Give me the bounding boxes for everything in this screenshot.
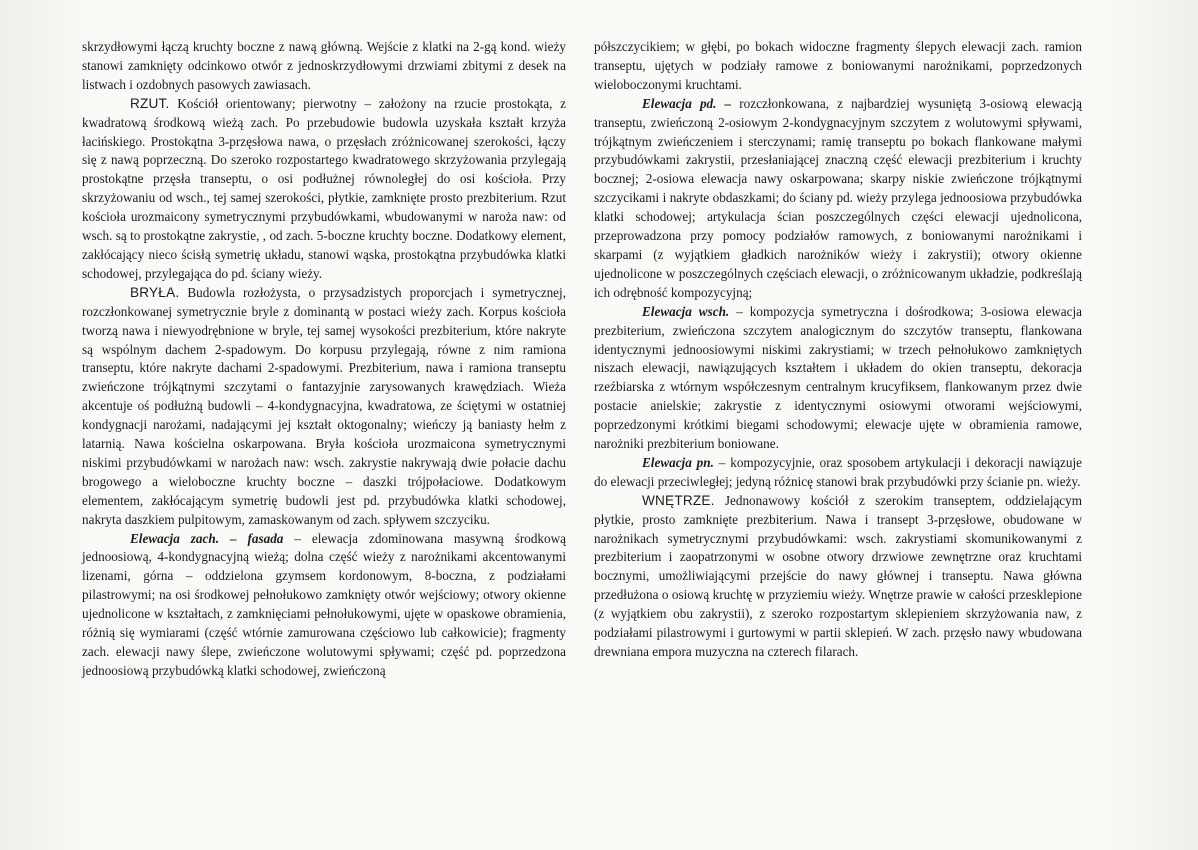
section-heading-bryla: BRYŁA. xyxy=(130,284,180,300)
section-heading-elewacja-pd: Elewacja pd. – xyxy=(642,95,732,111)
paragraph-text: Jednonawowy kościół z szerokim transeptem, oddzielającym płytkie, prosto zamknięte prezbiterium. Nawa i transept 3-przęsłowe, obudowane w narożnikach symetrycznymi przybudówkami: wsch. zakrystiami skomunikowanymi z prezbiterium i zaopatrzonymi w osobne otwory drzwiowe zewnętrzne oraz kruchtami bocznymi, umożliwiającymi przejście do nawy głównej i transeptu. Nawa główna przedłużona o osiową kruchtę w przyziemiu wieży. Wnętrze prawie w całości przesklepione (z wyjątkiem obu zakrystii), z szeroko rozpostartym sklepieniem skrzyżowania naw, z podziałami pilastrowymi i gurtowymi w partii sklepień. W zach. przęsło nawy wbudowana drewniana empora muzyczna na czterech filarach. xyxy=(594,492,1082,659)
section-heading-elewacja-pn: Elewacja pn. xyxy=(642,454,714,470)
paragraph-elewacja-pn xyxy=(594,454,1082,492)
section-heading-rzut: RZUT. xyxy=(130,95,170,111)
paragraph-text: skrzydłowymi łączą kruchty boczne z nawą główną. Wejście z klatki na 2-gą kond. wieży stanowi zamknięty odcinkowo otwór z jednoskrzydłowymi drzwiami zbitymi z desek na listwach i ozdobnych pasowych zawiasach. xyxy=(82,39,566,92)
paragraph-text: półszczycikiem; w głębi, po bokach widoczne fragmenty ślepych elewacji zach. ramion transeptu, ujętych w podziały ramowe z boniowanymi narożnikami, poprzedzonych wieloboczonymi kruchtami. xyxy=(594,39,1082,92)
paragraph-bryla xyxy=(82,284,566,530)
paragraph-text: Kościół orientowany; pierwotny – założony na rzucie prostokąta, z kwadratową środkową wieżą zach. Po przebudowie budowla uzyskała kształt krzyża łacińskiego. Prostokątna 3-przęsłowa nawa, o przęsłach zróżnicowanej szerokości, łączy się z nawą poprzeczną. Do szeroko rozpostartego kwadratowego skrzyżowania przylegają prostokątne przęsła transeptu, o osi podłużnej równoległej do osi kościoła. Przy skrzyżowaniu od wsch., tej samej szerokości, płytkie, zamknięte prosto prezbiterium. Rzut kościoła urozmaicony symetrycznymi przybudówkami, wbudowanymi w naroża naw: od wsch. są to prostokątne zakrystie, , od zach. 5-boczne kruchty boczne. Dodatkowy element, zakłócający nieco ścisłą symetrię układu, stanowi wąska, prostokątna przybudówka klatki schodowej, przylegająca do pd. ściany wieży. xyxy=(82,95,566,281)
section-heading-wnetrze: WNĘTRZE. xyxy=(642,492,715,508)
paragraph-rzut xyxy=(82,95,566,284)
paragraph-text: Budowla rozłożysta, o przysadzistych proporcjach i symetrycznej, rozczłonkowanej symetrycznie bryle z dominantą w postaci wieży zach. Korpus kościoła tworzą nawa i niewyodrębnione w bryle, tej samej wysokości prezbiterium, które nakryte są wspólnym dachem 2-spadowym. Do korpusu przylegają, równe z nim ramiona transeptu, które nakryte dachami 2-spadowymi. Prezbiterium, nawa i ramiona transeptu zwieńczone trójkątnymi szczytami o fantazyjnie zarysowanych krawędziach. Wieża akcentuje oś podłużną budowli – 4-kondygnacyjna, kwadratowa, ze ściętymi w ostatniej kondygnacji narożami, nadającymi jej kształt oktogonalny; wieńczy ją baniasty hełm z latarnią. Nawa kościelna oskarpowana. Bryła kościoła urozmaicona symetrycznymi niskimi przybudówkami w narożach naw: wsch. zakrystie nakrywają dwie połacie dachu brogowego a wieloboczne kruchty boczne – daszki trójpołaciowe. Dodatkowym elementem, zakłócającym symetrię budowli jest pd. przybudówka klatki schodowej, nakryta daszkiem pulpitowym, zamaskowanym od zach. spływem szczyciku. xyxy=(82,284,566,527)
paragraph-text: – elewacja zdominowana masywną środkową jednoosiową, 4-kondygnacyjną wieżą; dolna część wieży z narożnikami akcentowanymi lizenami, górna – oddzielona gzymsem kordonowym, 8-boczna, z podziałami pilastrowymi; na osi środkowej pełnołukowo zamknięty otwór wejściowy; otwory okienne ujednolicone w kształtach, z zamknięciami pełnołukowymi, ujęte w opaskowe obramienia, różnią się wymiarami (część wtórnie zamurowana częściowo lub całkowicie); fragmenty zach. elewacji nawy ślepe, zwieńczone wolutowymi spływami; część pd. poprzedzona jednoosiową przybudówką klatki schodowej, zwieńczoną xyxy=(82,530,566,678)
section-heading-elewacja-wsch: Elewacja wsch. xyxy=(642,303,730,319)
paragraph-text: rozczłonkowana, z najbardziej wysuniętą 3-osiową elewacją transeptu, zwieńczoną 2-osiowym 2-kondygnacyjnym szczytem z wolutowymi spływami, trójkątnym zwieńczeniem i sterczynami; ramię transeptu po bokach flankowane małymi przybudówkami zakrystii, przesłaniającej znaczną część elewacji prezbiterium i kruchty bocznej; 2-osiowa elewacja nawy oskarpowana; skarpy niskie zwieńczone trójkątnymi szczycikami i nakryte obdaszkami; do ściany pd. wieży przylega jednoosiowa przybudówka klatki schodowej; artykulacja ścian poszczególnych części elewacji ujednolicona, przeprowadzona przy pomocy podziałów ramowych, z boniowanymi narożnikami i skarpami (z wyjątkiem gładkich narożników wieży i zakrystii); otwory okienne ujednolicone w poszczególnych częściach elewacji, o zróżnicowanym układzie, podkreślają ich odrębność kompozycyjną; xyxy=(594,95,1082,300)
paragraph-elewacja-zach xyxy=(82,530,566,681)
paragraph-text: – kompozycyjnie, oraz sposobem artykulacji i dekoracji nawiązuje do elewacji przeciwległej; jedyną różnicę stanowi brak przybudówki przy ścianie pn. wieży. xyxy=(594,454,1082,489)
section-heading-elewacja-zach: Elewacja zach. – fasada xyxy=(130,530,284,546)
paragraph-elewacja-wsch xyxy=(594,303,1082,454)
paragraph-elewacja-pd xyxy=(594,95,1082,303)
paragraph-wnetrze xyxy=(594,492,1082,662)
right-text-column xyxy=(594,38,1082,662)
paragraph-continuation xyxy=(594,38,1082,95)
paragraph-text: – kompozycja symetryczna i dośrodkowa; 3-osiowa elewacja prezbiterium, zwieńczona szczytem analogicznym do szczytów transeptu, flankowana identycznymi jednoosiowymi niskimi zakrystiami; w trzech pełnołukowo zamkniętych niszach elewacji, nawiązujących kształtem i układem do okien transeptu, dekoracja rzeźbiarska z wtórnym współczesnym centralnym krucyfiksem, flankowanym przez dwie postacie anielskie; zakrystie z identycznymi osiowymi otworami wejściowymi, poprzedzonymi krótkimi biegami schodowymi; elewacje ujęte w obramienia ramowe, narożniki prezbiterium boniowane. xyxy=(594,303,1083,452)
paragraph-entrance xyxy=(82,38,566,95)
left-text-column xyxy=(82,38,566,681)
